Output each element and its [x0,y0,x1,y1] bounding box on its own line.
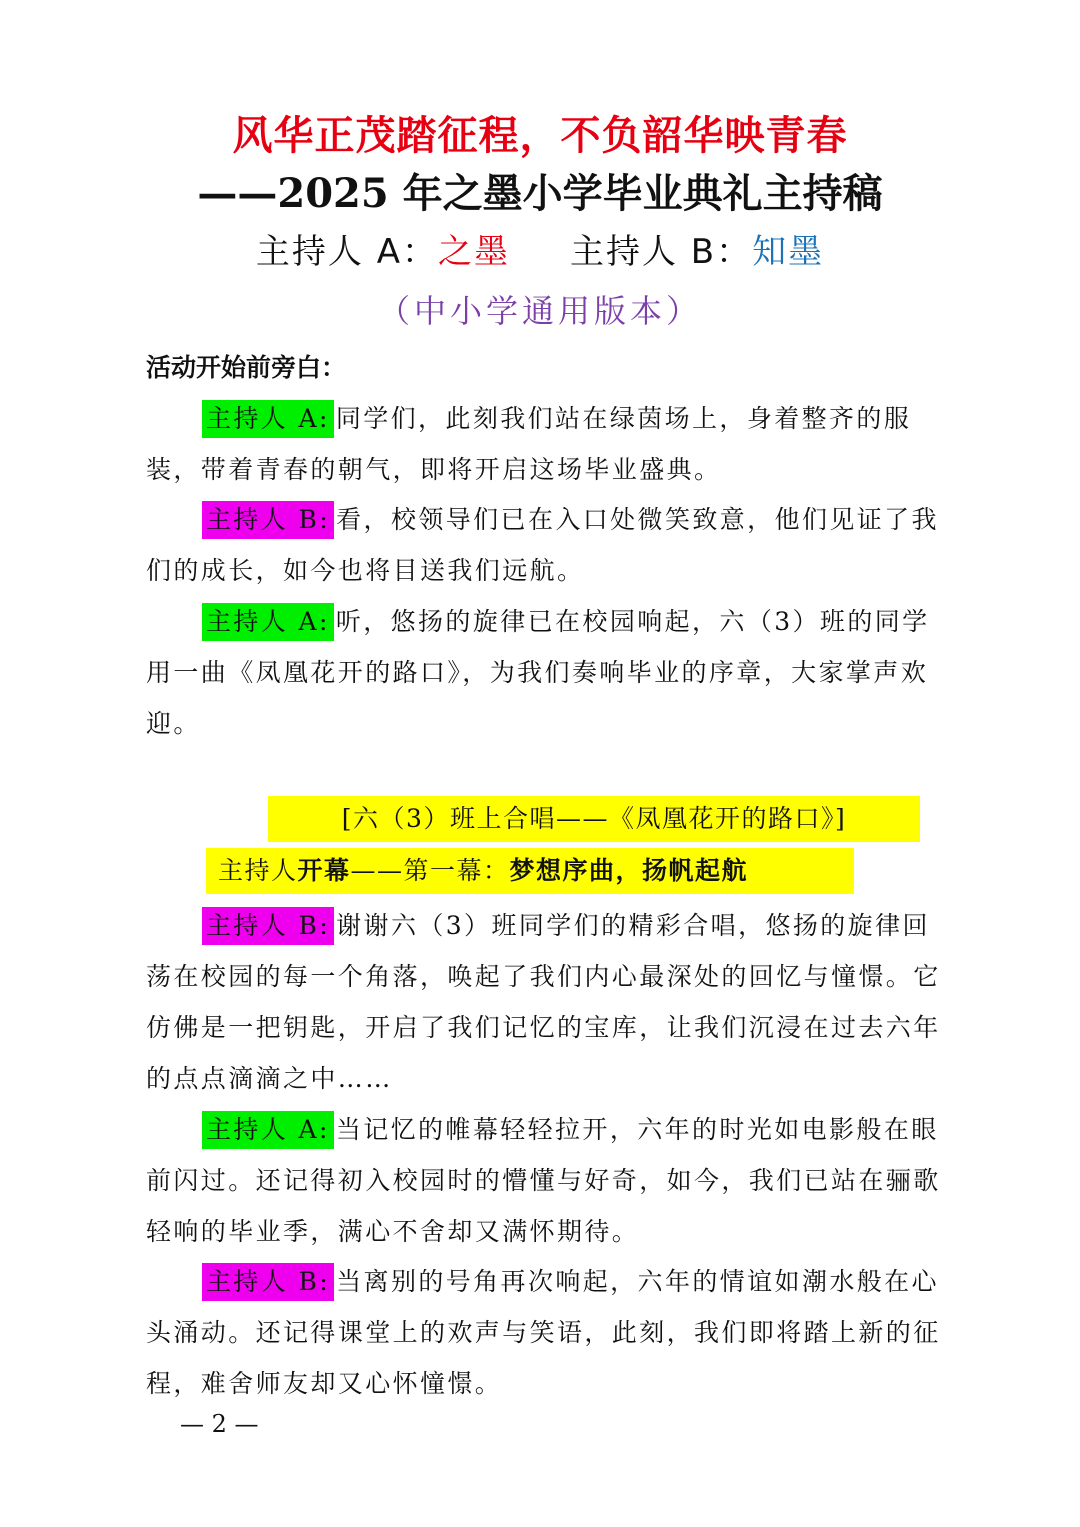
paragraph [146,900,946,1104]
section-title: 活动开始前旁白： [146,353,347,382]
paragraph [146,596,946,749]
host-a-label: 主持人 A： [255,232,438,272]
paragraph-text: 看，校领导们已在入口处微笑致意，他们见证了我们的成长，如今也将目送我们远航。 [146,505,939,585]
act-bold-theme: 梦想序曲，扬帆起航 [509,856,749,885]
paragraph [146,393,946,495]
host-a-name: 之墨 [437,232,510,272]
host-a-tag: 主持人 A: [202,1111,334,1149]
paragraph-text: 同学们，此刻我们站在绿茵场上，身着整齐的服装，带着青春的朝气，即将开启这场毕业盛典。 [146,404,912,484]
act-mid: ——第一幕： [350,856,510,885]
paragraph [146,1104,946,1257]
act-prefix: 主持人 [218,856,298,885]
version-note: （中小学通用版本） [377,292,702,330]
paragraph-text: 听，悠扬的旋律已在校园响起，六（3）班的同学用一曲《凤凰花开的路口》，为我们奏响毕业的序章，大家掌声欢迎。 [146,607,930,738]
host-a-tag: 主持人 A: [202,603,334,641]
hosts-line [0,226,1080,278]
paragraph [146,494,946,596]
act-bold-open: 开幕 [297,856,351,885]
host-b-label: 主持人 B： [569,232,753,272]
host-b-tag: 主持人 B: [202,907,334,945]
host-b-tag: 主持人 B: [202,501,334,539]
paragraph-text: 当离别的号角再次响起，六年的情谊如潮水般在心头涌动。还记得课堂上的欢声与笑语，此刻，我们即将踏上新的征程，难舍师友却又心怀憧憬。 [146,1267,941,1398]
paragraph [146,1256,946,1409]
document-subtitle: ——2025 年之墨小学毕业典礼主持稿 [197,170,883,217]
paragraph-text: 当记忆的帷幕轻轻拉开，六年的时光如电影般在眼前闪过。还记得初入校园时的懵懂与好奇，如今，我们已站在骊歌轻响的毕业季，满心不舍却又满怀期待。 [146,1115,941,1246]
host-b-name: 知墨 [752,232,825,272]
page-number: — 2 — [180,1410,259,1438]
paragraph-text: 谢谢六（3）班同学们的精彩合唱，悠扬的旋律回荡在校园的每一个角落，唤起了我们内心最深处的回忆与憧憬。它仿佛是一把钥匙，开启了我们记忆的宝库，让我们沉浸在过去六年的点点滴滴之中…… [146,911,941,1093]
document-title: 风华正茂踏征程，不负韶华映青春 [232,112,848,159]
host-a-tag: 主持人 A: [202,400,334,438]
program-banner: [六（3）班上合唱——《凤凰花开的路口》] [268,796,920,842]
host-b-tag: 主持人 B: [202,1263,334,1301]
act-banner [206,848,854,894]
